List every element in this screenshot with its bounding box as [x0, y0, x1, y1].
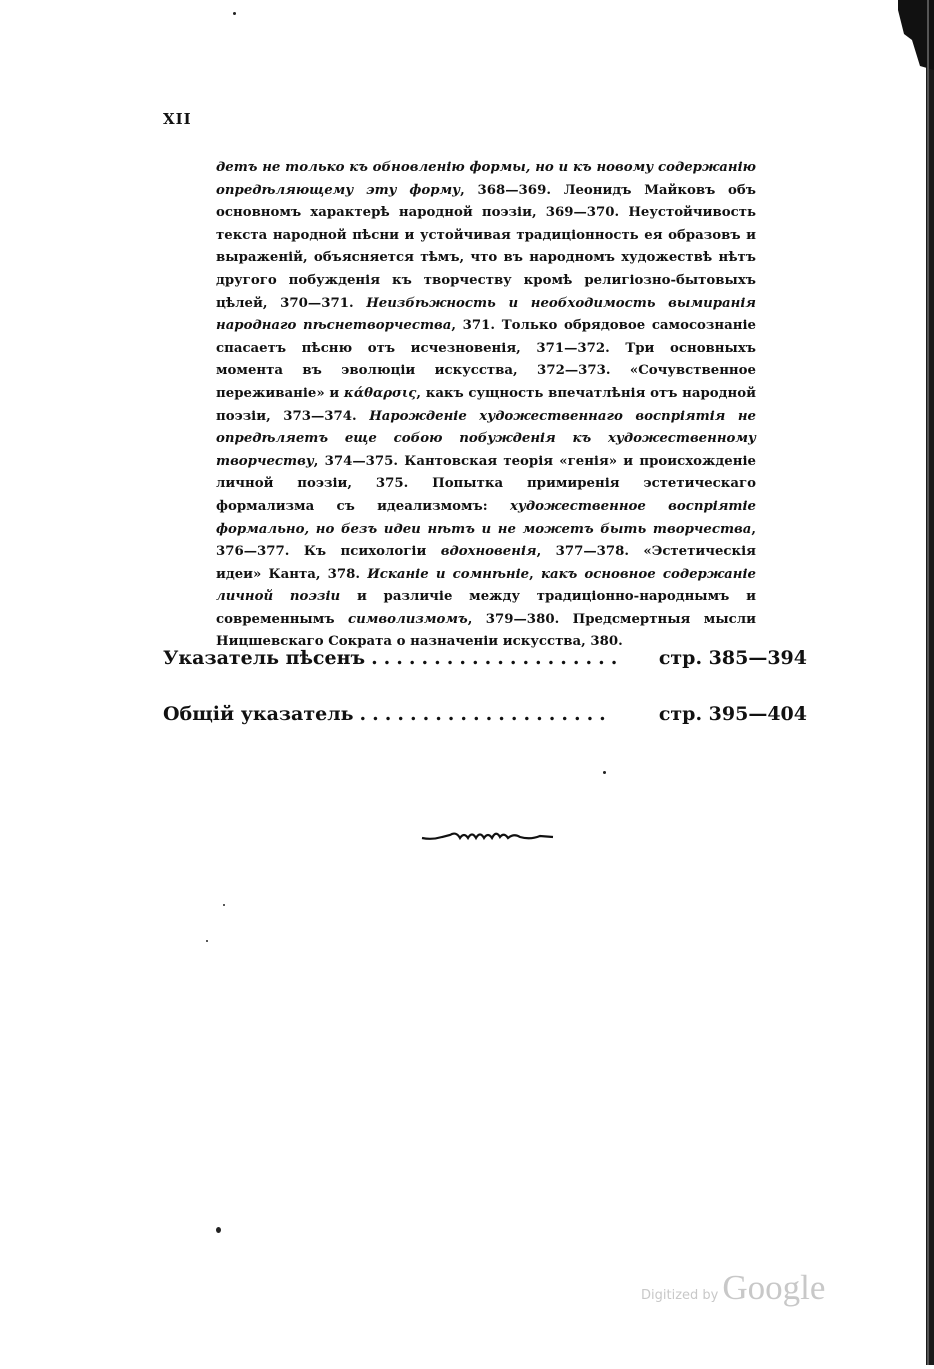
toc-entry-title: Общій указатель — [163, 703, 354, 725]
ornament-divider-icon — [420, 826, 555, 852]
toc-entry-pages: стр. 385—394 — [658, 647, 807, 669]
summary-text-run: , 379—380. Предсмертныя мысли Ницшевскаго Сократа о назначеніи искусства, 380. — [216, 611, 756, 650]
scan-speck — [603, 771, 606, 774]
toc-entry-leader: .................... — [359, 703, 612, 725]
page-number: XII — [163, 110, 192, 128]
summary-text-run: и различіе между традиціонно-народнымъ и современнымъ — [216, 589, 756, 627]
summary-italic-run: вдохновенія — [440, 544, 537, 560]
chapter-summary — [216, 157, 756, 654]
scan-speck — [223, 904, 225, 906]
summary-italic-run: какъ основное содержаніе личной поэзіи — [216, 566, 757, 605]
summary-italic-run: художественное воспріятіе формально, но безъ идеи нѣтъ и не можетъ быть творчества — [216, 498, 756, 537]
summary-italic-run: символизмомъ — [347, 611, 468, 627]
watermark-small-text: Digitized by — [641, 1288, 719, 1303]
summary-text-run: , 371. Только обрядовое самосознаніе спасаетъ пѣсню отъ исчезновенія, 371—372. Три основныхъ момента въ эволюціи искусства, 372—373. «Сочувственное переживаніе» и — [216, 318, 756, 401]
summary-text-run: , — [529, 566, 541, 582]
scan-speck — [233, 12, 236, 15]
summary-italic-run: Исканіе и сомнѣніе — [367, 566, 530, 582]
toc-entry-pages: стр. 395—404 — [658, 703, 807, 725]
scan-speck — [216, 1227, 221, 1233]
summary-italic-run: Нарожденіе художественнаго воспріятія не опредѣляетъ еще собою побужденія къ художественному творчеству — [216, 408, 756, 469]
summary-italic-run: κάθαρσις — [343, 385, 417, 401]
toc-entry-leader: .................... — [371, 647, 624, 669]
summary-italic-run: Неизбѣжность и необходимость вымиранія народнаго пѣснетворчества — [216, 295, 756, 334]
summary-text-run: , 377—378. «Эстетическія идеи» Канта, 378. — [216, 544, 756, 582]
summary-text-run: , 374—375. Кантовская теорія «генія» и происхожденіе личной поэзіи, 375. Попытка примиренія эстетическаго формализма съ идеализмомъ: — [216, 453, 756, 514]
digitized-watermark — [641, 1268, 825, 1308]
scan-edge-shadow — [876, 0, 934, 1365]
summary-text-run: , какъ сущность впечатлѣнія отъ народной поэзіи, 373—374. — [216, 385, 756, 424]
watermark-logo-text: Google — [722, 1268, 826, 1307]
summary-italic-run: детъ не только къ обновленію формы, но и къ новому содержанію опредѣляющему эту форму — [216, 160, 756, 198]
scan-speck — [206, 940, 208, 942]
summary-paragraph — [216, 157, 756, 654]
toc-entry-general-index[interactable] — [163, 703, 807, 725]
toc-entry-songs-index[interactable] — [163, 647, 807, 669]
summary-text-run: , 376—377. Къ психологіи — [216, 521, 756, 560]
summary-text-run: , 368—369. Леонидъ Майковъ объ основномъ характерѣ народной поэзіи, 369—370. Неустойчивость текста народной пѣсни и устойчивая традиціонность ея образовъ и выраженій, объясняется тѣмъ, что въ народномъ художествѣ нѣтъ другого побужденія къ творчеству кромѣ религіозно-бытовыхъ цѣлей, 370—371. — [216, 182, 756, 311]
toc-entry-title: Указатель пѣсенъ — [163, 647, 366, 669]
